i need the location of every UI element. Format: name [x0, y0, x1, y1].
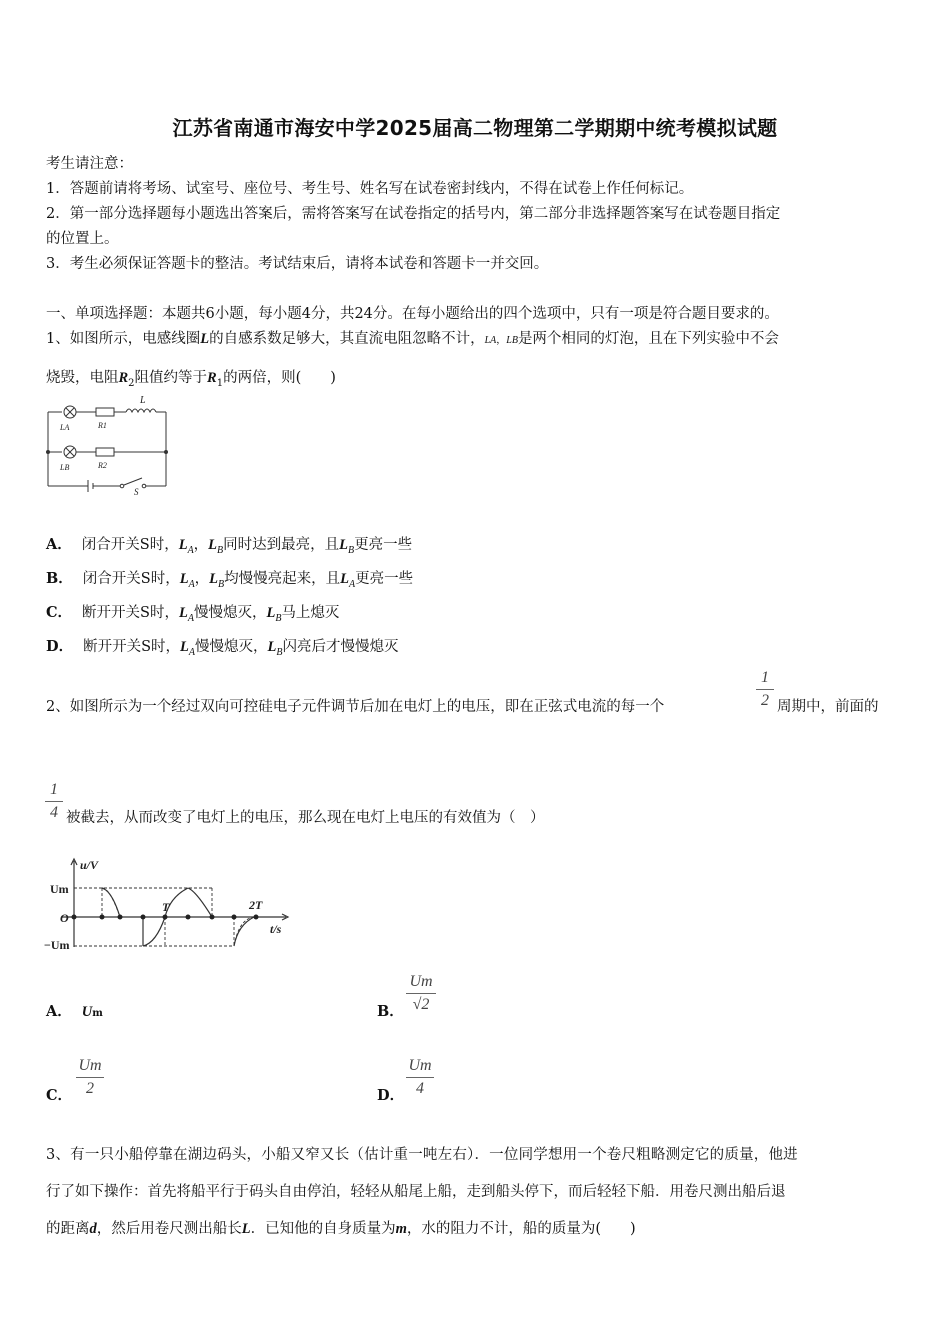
notice-item: 1．答题前请将考场、试室号、座位号、考生号、姓名写在试卷密封线内，不得在试卷上作任何标记。: [46, 181, 694, 197]
notice-heading: 考生请注意：: [46, 156, 133, 172]
q2-option-d-fraction: Um 4: [406, 1056, 434, 1099]
q3-stem-line2: 行了如下操作：首先将船平行于码头自由停泊，轻轻从船尾上船，走到船头停下，而后轻轻下船．用卷尺测出船后退: [46, 1184, 786, 1200]
tick-label-neg-um: −Um: [44, 938, 70, 952]
axis-label-x: t/s: [270, 922, 282, 936]
section-heading: 一、单项选择题：本题共6小题，每小题4分，共24分。在每小题给出的四个选项中，只有一项是符合题目要求的。: [46, 306, 779, 322]
q1-stem-line2: 烧毁，电阻$R_2$阻值约等于$R_1$的两倍，则( ): [46, 370, 336, 389]
q2-option-a[interactable]: A． Um: [46, 1003, 103, 1020]
label-R1: R1: [98, 421, 107, 430]
q2-stem-line1: 2、如图所示为一个经过双向可控硅电子元件调节后加在电灯上的电压，即在正弦式电流的每一个: [46, 699, 665, 715]
tick-label-2t: 2T: [249, 898, 263, 912]
notice-item: 2．第一部分选择题每小题选出答案后，需将答案写在试卷指定的括号内，第二部分非选择题答案写在试卷题目指定: [46, 206, 781, 222]
label-L: L: [140, 395, 146, 406]
q2-stem-line1-end: 周期中，前面的: [777, 699, 879, 715]
q1-option-c[interactable]: C． 断开开关S时，$L_A$慢慢熄灭，$L_B$马上熄灭: [46, 604, 340, 624]
tick-label-um: Um: [50, 882, 69, 896]
q3-stem-line1: 3、有一只小船停靠在湖边码头，小船又窄又长（估计重一吨左右）．一位同学想用一个卷尺粗略测定它的质量，他进: [46, 1147, 798, 1163]
q2-option-b[interactable]: B．: [377, 1003, 404, 1020]
q1-stem-line1: 1、如图所示，电感线圈L的自感系数足够大，其直流电阻忽略不计，LA，LB是两个相同的灯泡，且在下列实验中不会: [46, 331, 779, 347]
label-S: S: [134, 487, 139, 496]
fraction-half: 1 2: [756, 668, 774, 711]
axis-label-y: u/V: [80, 858, 99, 872]
page-title: 江苏省南通市海安中学2025届高二物理第二学期期中统考模拟试题: [172, 116, 778, 140]
fraction-quarter: 1 4: [45, 780, 63, 823]
q2-option-b-fraction: Um √2: [406, 972, 436, 1015]
circuit-diagram: [44, 392, 172, 496]
voltage-graph: [44, 855, 294, 955]
q2-option-d[interactable]: D．: [377, 1087, 405, 1104]
q1-option-a[interactable]: A． 闭合开关S时，$L_A$，$L_B$同时达到最亮，且$L_B$更亮一些: [46, 536, 413, 556]
q2-stem-line2: 被截去，从而改变了电灯上的电压，那么现在电灯上电压的有效值为（ ）: [66, 810, 545, 826]
q1-option-b[interactable]: B． 闭合开关S时，$L_A$，$L_B$均慢慢亮起来，且$L_A$更亮一些: [46, 570, 414, 590]
q2-option-c-fraction: Um 2: [76, 1056, 104, 1099]
label-LB: LB: [60, 463, 70, 472]
label-LA: LA: [60, 423, 70, 432]
tick-label-t: T: [162, 900, 170, 914]
q1-option-d[interactable]: D． 断开开关S时，$L_A$慢慢熄灭，$L_B$闪亮后才慢慢熄灭: [46, 638, 399, 658]
label-R2: R2: [98, 461, 107, 470]
tick-label-origin: O: [60, 911, 69, 925]
notice-item: 的位置上。: [46, 231, 119, 247]
notice-item: 3．考生必须保证答题卡的整洁。考试结束后，请将本试卷和答题卡一并交回。: [46, 256, 549, 272]
q3-stem-line3: 的距离d，然后用卷尺测出船长L．已知他的自身质量为m，水的阻力不计，船的质量为( ): [46, 1221, 636, 1237]
q2-option-c[interactable]: C．: [46, 1087, 73, 1104]
